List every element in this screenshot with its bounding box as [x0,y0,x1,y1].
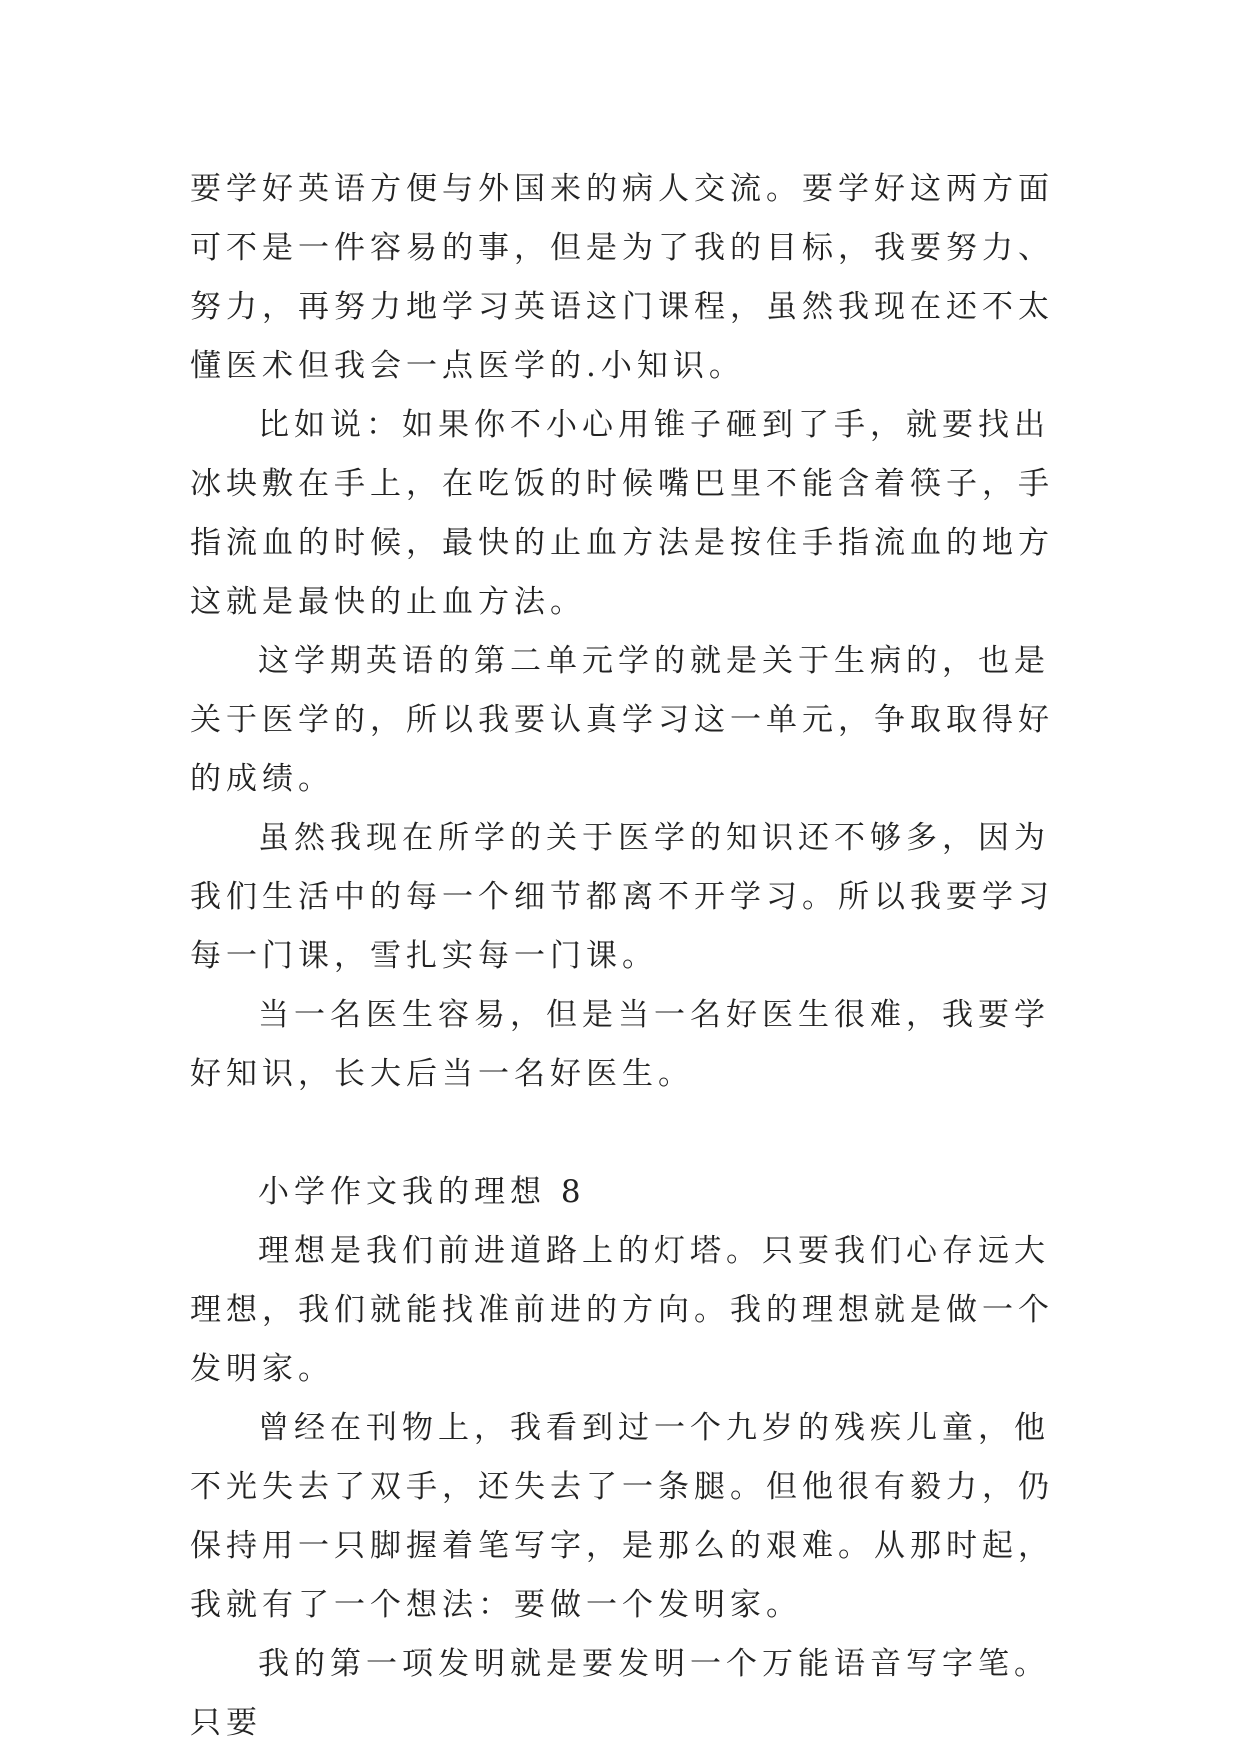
paragraph: 虽然我现在所学的关于医学的知识还不够多，因为我们生活中的每一个细节都离不开学习。所以我要学习每一门课，雪扎实每一门课。 [190,820,1054,974]
section-title: 小学作文我的理想 8 [258,1174,586,1210]
paragraph: 曾经在刊物上，我看到过一个九岁的残疾儿童，他不光失去了双手，还失去了一条腿。但他很有毅力，仍保持用一只脚握着笔写字，是那么的艰难。从那时起，我就有了一个想法：要做一个发明家。 [190,1410,1054,1623]
paragraph: 比如说：如果你不小心用锥子砸到了手，就要找出冰块敷在手上，在吃饭的时候嘴巴里不能含着筷子，手指流血的时候，最快的止血方法是按住手指流血的地方这就是最快的止血方法。 [190,407,1054,620]
paragraph: 我的第一项发明就是要发明一个万能语音写字笔。只要 [190,1646,1050,1741]
paragraph: 当一名医生容易，但是当一名好医生很难，我要学好知识，长大后当一名好医生。 [190,997,1050,1092]
paragraph: 这学期英语的第二单元学的就是关于生病的，也是关于医学的，所以我要认真学习这一单元，争取取得好的成绩。 [190,643,1054,797]
paragraph: 理想是我们前进道路上的灯塔。只要我们心存远大理想，我们就能找准前进的方向。我的理想就是做一个发明家。 [190,1233,1054,1387]
section-spacer [190,1104,1060,1163]
document-body [190,160,1060,1753]
paragraph: 要学好英语方便与外国来的病人交流。要学好这两方面可不是一件容易的事，但是为了我的目标，我要努力、努力，再努力地学习英语这门课程，虽然我现在还不太懂医术但我会一点医学的.小知识。 [190,171,1054,384]
